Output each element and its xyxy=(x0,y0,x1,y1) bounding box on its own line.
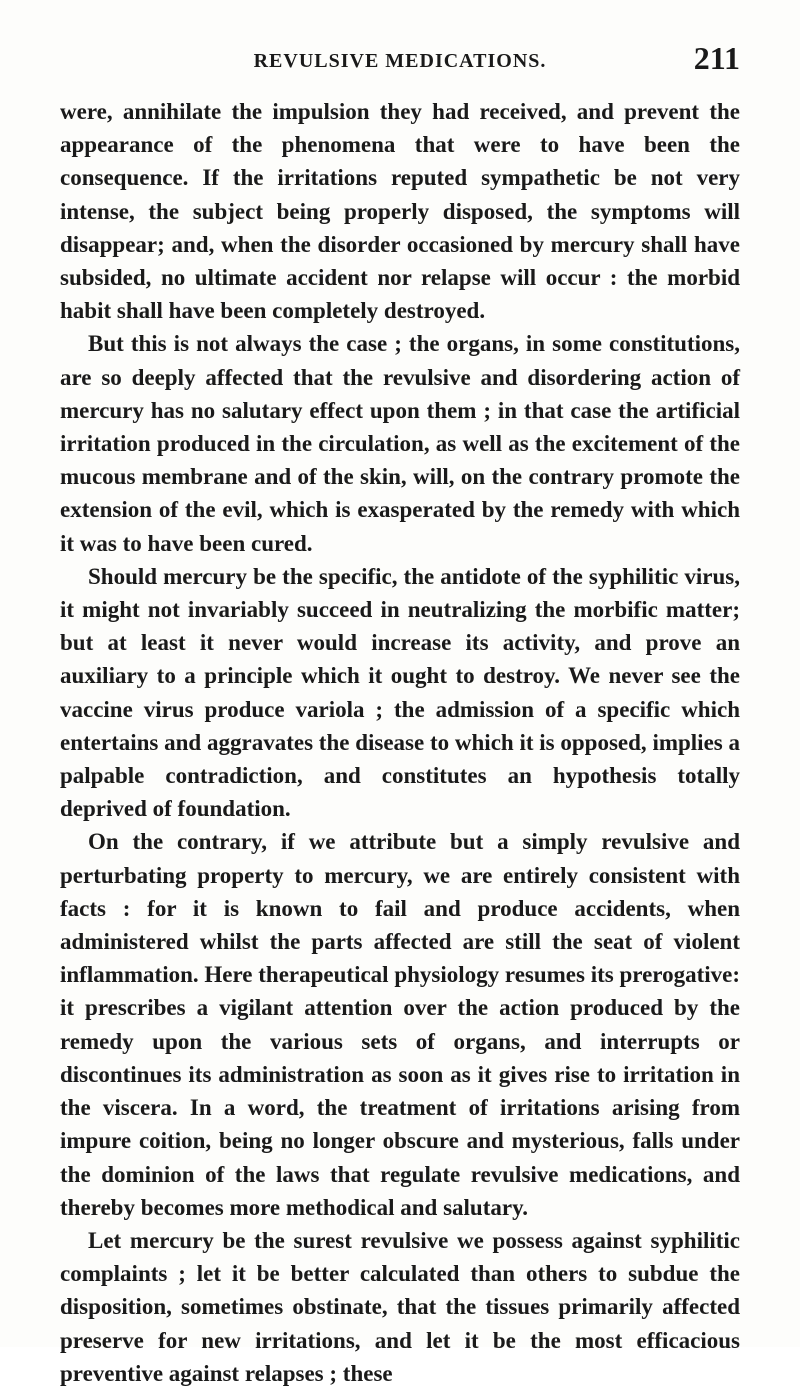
page-number: 211 xyxy=(693,40,740,76)
running-head xyxy=(60,40,740,80)
paragraph-1: were, annihilate the impulsion they had received, and prevent the appearance of the phenomena that were to have been the consequence. If the irritations reputed sympathetic be not very intense, the subject being properly disposed, the symptoms will disappear; and, when the disorder occasioned by mercury shall have subsided, no ultimate accident nor relapse will occur : the morbid habit shall have been completely destroyed. xyxy=(60,99,740,324)
running-title: REVULSIVE MEDICATIONS. xyxy=(253,50,547,72)
paragraph-2: But this is not always the case ; the organs, in some constitutions, are so deeply affected that the revulsive and disordering action of mercury has no salutary effect upon them ; in that case the artificial irritation produced in the circulation, as well as the excitement of the mucous membrane and of the skin, will, on the contrary promote the extension of the evil, which is exasperated by the remedy with which it was to have been cured. xyxy=(60,331,740,556)
body-text xyxy=(60,95,740,1390)
paragraph-4: On the contrary, if we attribute but a simply revulsive and perturbating property to mercury, we are entirely consistent with facts : for it is known to fail and produce accidents, when administered whilst the parts affected are still the seat of violent inflammation. Here therapeutical physiology resumes its prerogative: it prescribes a vigilant attention over the action produced by the remedy upon the various sets of organs, and interrupts or discontinues its administration as soon as it gives rise to irritation in the viscera. In a word, the treatment of irritations arising from impure coition, being no longer obscure and mysterious, falls under the dominion of the laws that regulate revulsive medications, and thereby becomes more methodical and salutary. xyxy=(60,829,740,1220)
paragraph-5: Let mercury be the surest revulsive we possess against syphilitic complaints ; let it be better calculated than others to subdue the disposition, sometimes obstinate, that the tissues primarily affected preserve for new irritations, and let it be the most efficacious preventive against relapses ; these xyxy=(60,1227,740,1386)
paragraph-3: Should mercury be the specific, the antidote of the syphilitic virus, it might not invariably succeed in neutralizing the morbific matter; but at least it never would increase its activity, and prove an auxiliary to a principle which it ought to destroy. We never see the vaccine virus produce variola ; the admission of a specific which entertains and aggravates the disease to which it is opposed, implies a palpable contradiction, and constitutes an hypothesis totally deprived of foundation. xyxy=(60,563,740,822)
